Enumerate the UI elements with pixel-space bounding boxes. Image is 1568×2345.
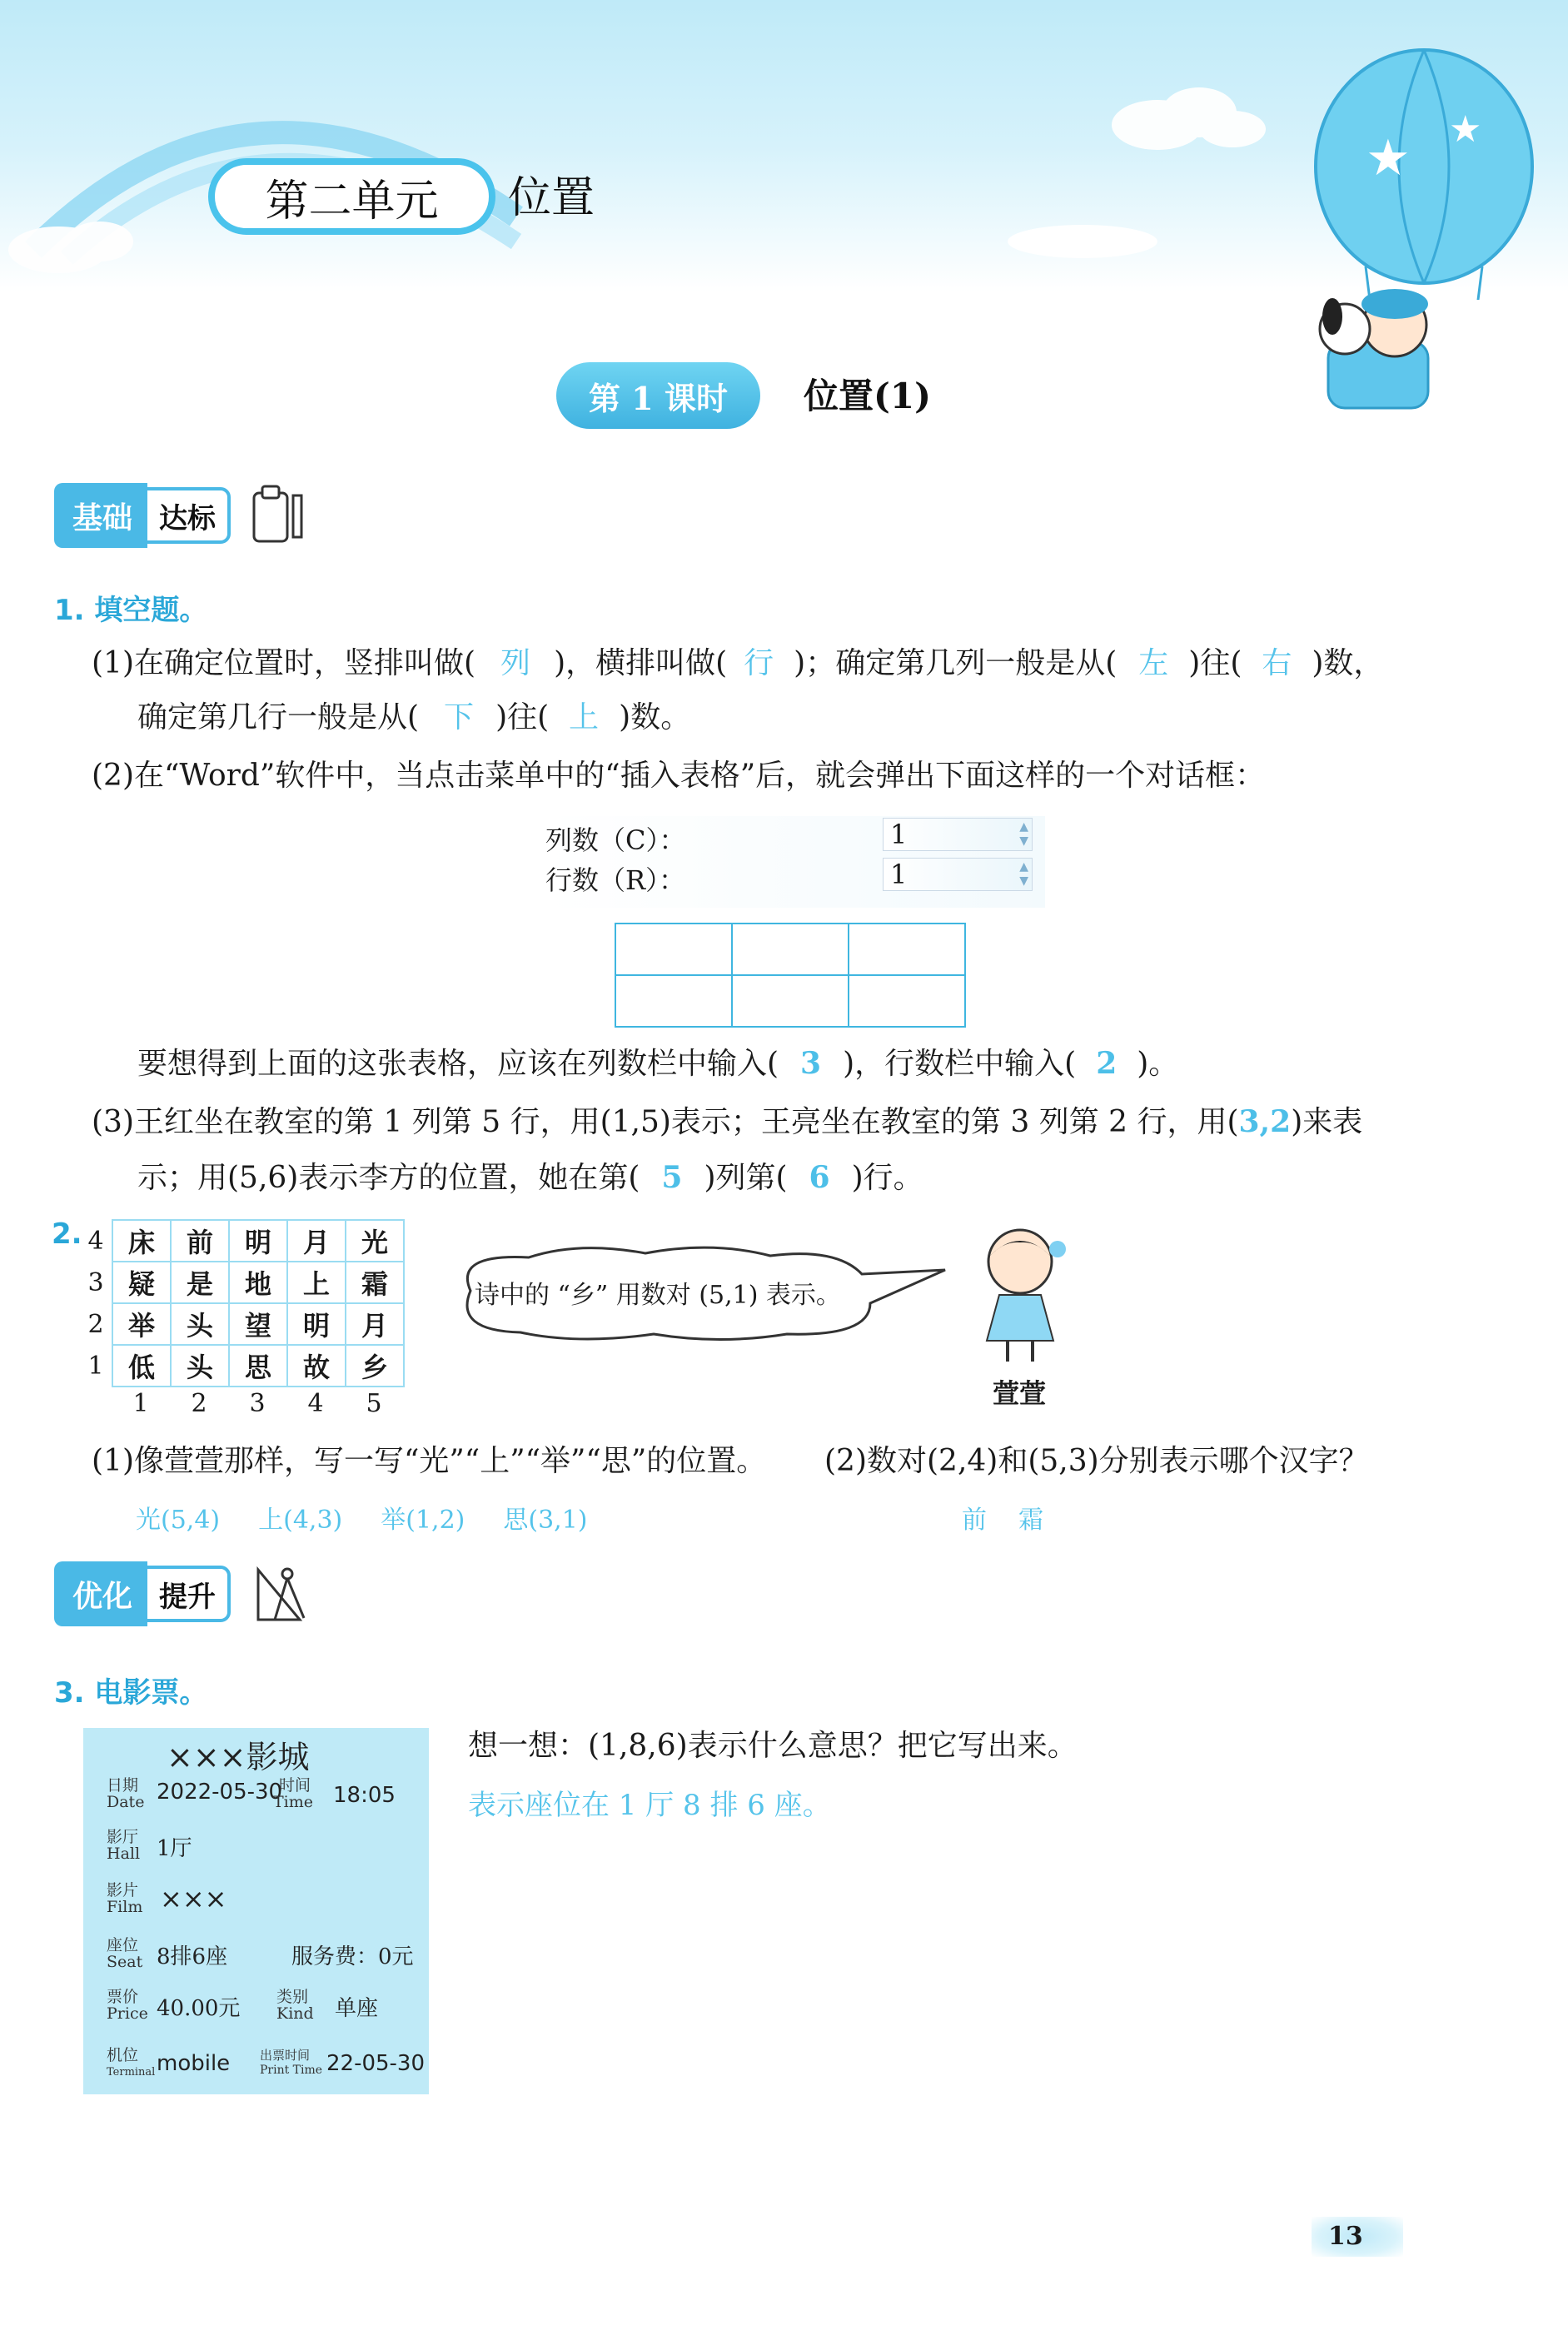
answer-blank: 2 <box>1096 1046 1118 1081</box>
time-label-cn: 时间 <box>279 1776 311 1795</box>
speech-bubble-text: 诗中的 “乡” 用数对 (5,1) 表示。 <box>475 1281 841 1310</box>
rows-label: 行数（R）： <box>545 864 686 896</box>
answer-text: 举(1,2) <box>381 1506 465 1535</box>
terminal-label-cn: 机位 <box>107 2046 139 2064</box>
table-cell <box>849 975 965 1027</box>
answer-text: 光(5,4) <box>136 1506 221 1535</box>
film-label-en: Film <box>107 1898 143 1916</box>
columns-spinner[interactable] <box>883 818 1033 851</box>
seat-value: 8排6座 <box>157 1944 228 1969</box>
clipboard-icon <box>250 483 308 550</box>
kind-label-en: Kind <box>276 2004 314 2023</box>
columns-label: 列数（C）： <box>545 824 686 856</box>
answer-blank: 右 <box>1262 646 1292 680</box>
film-value: ××× <box>160 1883 227 1914</box>
poem-cell: 思 <box>229 1345 287 1387</box>
answer-blank: 下 <box>444 700 475 734</box>
poem-cell: 头 <box>171 1303 229 1345</box>
answer-blank: 行 <box>744 646 774 680</box>
text: )列第( <box>704 1161 788 1195</box>
col-label: 3 <box>249 1389 266 1418</box>
poem-cell: 地 <box>229 1262 287 1303</box>
page-number-badge <box>1312 2217 1403 2257</box>
q2-sub1: (1)像萱萱那样，写一写“光”“上”“举”“思”的位置。 <box>92 1444 767 1478</box>
poem-cell: 望 <box>229 1303 287 1345</box>
answer-blank: 列 <box>500 646 531 680</box>
q1-part1-line1 <box>92 645 1383 682</box>
poem-col-labels <box>112 1389 403 1418</box>
poem-cell: 明 <box>287 1303 346 1345</box>
kind-value: 单座 <box>335 1996 379 2021</box>
boy-and-dog-icon <box>1295 275 1461 425</box>
empty-table-3x2 <box>615 923 966 1028</box>
row-label: 4 <box>87 1227 104 1256</box>
ticket-title: ×××影城 <box>167 1739 310 1775</box>
text: (1)在确定位置时，竖排叫做( <box>92 646 476 680</box>
text: )。 <box>1137 1047 1179 1081</box>
text: )往( <box>495 700 550 734</box>
text: )数。 <box>619 700 691 734</box>
poem-cell: 上 <box>287 1262 346 1303</box>
rows-value: 1 <box>890 859 908 890</box>
col-label: 4 <box>307 1389 324 1418</box>
poem-grid <box>112 1219 405 1387</box>
hall-label-cn: 影厅 <box>107 1828 139 1846</box>
answer-blank: 左 <box>1138 646 1169 680</box>
page-number: 13 <box>1328 2222 1363 2251</box>
badge-part-a: 优化 <box>54 1561 147 1626</box>
lesson-tag: 第 1 课时 <box>556 362 760 429</box>
col-label: 1 <box>132 1389 149 1418</box>
seat-label-cn: 座位 <box>107 1936 139 1954</box>
poem-cell: 明 <box>229 1220 287 1262</box>
text: (3)王红坐在教室的第 1 列第 5 行，用(1,5)表示；王亮坐在教室的第 3 列第 2 行，用( <box>92 1105 1239 1139</box>
kind-label-cn: 类别 <box>276 1988 309 2006</box>
q3-heading: 3. 电影票。 <box>54 1676 208 1710</box>
q1-part1-line2 <box>137 700 690 736</box>
columns-value: 1 <box>890 819 908 850</box>
answer-blank: 3 <box>800 1046 822 1081</box>
poem-cell: 月 <box>287 1220 346 1262</box>
print-time-label-en: Print Time <box>260 2064 323 2077</box>
price-label-cn: 票价 <box>107 1988 139 2006</box>
q1-part2: (2)在“Word”软件中，当点击菜单中的“插入表格”后，就会弹出下面这样的一个对话框： <box>92 759 1266 793</box>
poem-cell: 月 <box>346 1303 404 1345</box>
row-label: 3 <box>87 1268 104 1297</box>
hall-value: 1厅 <box>157 1836 192 1861</box>
poem-cell: 疑 <box>112 1262 171 1303</box>
table-cell <box>732 924 849 975</box>
text: )行。 <box>851 1161 923 1195</box>
col-label: 2 <box>191 1389 207 1418</box>
table-cell <box>615 975 732 1027</box>
spinner-arrows-icon[interactable]: ▲ ▼ <box>1019 820 1028 848</box>
poem-cell: 乡 <box>346 1345 404 1387</box>
insert-table-dialog <box>545 816 1045 908</box>
q2-sub2: (2)数对(2,4)和(5,3)分别表示哪个汉字？ <box>824 1444 1369 1478</box>
date-value: 2022-05-30 <box>157 1780 283 1805</box>
badge-part-b: 提升 <box>144 1566 231 1622</box>
terminal-label-en: Terminal <box>107 2066 156 2079</box>
q1-part3-line1 <box>92 1103 1362 1141</box>
spinner-arrows-icon[interactable]: ▲ ▼ <box>1019 860 1028 888</box>
poem-cell: 故 <box>287 1345 346 1387</box>
text: )往( <box>1188 646 1242 680</box>
q2-number: 2. <box>52 1217 82 1251</box>
svg-text:★: ★ <box>1449 108 1482 151</box>
poem-cell: 光 <box>346 1220 404 1262</box>
lesson-title: 位置(1) <box>804 376 931 416</box>
text: , <box>1259 1104 1271 1139</box>
rows-spinner[interactable] <box>883 858 1033 891</box>
date-label-cn: 日期 <box>107 1776 139 1795</box>
unit-title: 位置 <box>508 173 595 223</box>
section-badge-advanced <box>54 1561 231 1626</box>
poem-cell: 举 <box>112 1303 171 1345</box>
girl-name: 萱萱 <box>993 1377 1047 1409</box>
text: )数， <box>1312 646 1384 680</box>
time-value: 18:05 <box>333 1783 396 1808</box>
film-label-cn: 影片 <box>107 1881 139 1899</box>
poem-cell: 是 <box>171 1262 229 1303</box>
answer-text: 上(4,3) <box>258 1506 343 1535</box>
q3-answer: 表示座位在 1 厅 8 排 6 座。 <box>468 1789 831 1822</box>
answer-text: 思(3,1) <box>503 1506 588 1535</box>
price-label-en: Price <box>107 2004 148 2023</box>
answer-blank: 3 <box>1238 1104 1260 1139</box>
section-badge-basic <box>54 483 231 548</box>
poem-cell: 霜 <box>346 1262 404 1303</box>
time-label-en: Time <box>273 1793 314 1811</box>
row-label: 1 <box>87 1352 104 1381</box>
answer-blank: 5 <box>661 1160 683 1195</box>
print-time-value: 22-05-30 <box>326 2051 426 2076</box>
ruler-compass-icon <box>254 1561 312 1628</box>
hot-air-balloon-icon <box>1316 50 1532 300</box>
poem-cell: 前 <box>171 1220 229 1262</box>
answer-blank: 2 <box>1270 1104 1292 1139</box>
answer-blank: 6 <box>809 1160 830 1195</box>
print-time-label-cn: 出票时间 <box>260 2048 311 2063</box>
movie-ticket <box>83 1728 429 2094</box>
text: )；确定第几列一般是从( <box>794 646 1118 680</box>
badge-part-a: 基础 <box>54 483 147 548</box>
q1-heading: 1. 填空题。 <box>54 594 208 627</box>
text: )，行数栏中输入( <box>843 1047 1077 1081</box>
q1-part3-line2 <box>137 1159 923 1197</box>
poem-cell: 头 <box>171 1345 229 1387</box>
poem-row-labels <box>83 1221 108 1387</box>
table-cell <box>849 924 965 975</box>
q1-part2-answer <box>137 1045 1178 1083</box>
seat-label-en: Seat <box>107 1953 143 1971</box>
q2-answer1 <box>136 1499 588 1536</box>
text: )来表 <box>1291 1105 1363 1139</box>
col-label: 5 <box>366 1389 382 1418</box>
row-label: 2 <box>87 1310 104 1339</box>
text: 要想得到上面的这张表格，应该在列数栏中输入( <box>137 1047 779 1081</box>
terminal-value: mobile <box>157 2051 231 2076</box>
header-decoration <box>0 0 1568 300</box>
text: 确定第几行一般是从( <box>137 700 420 734</box>
price-value: 40.00元 <box>157 1996 241 2021</box>
unit-label: 第二单元 <box>208 158 495 235</box>
q3-question: 想一想：(1,8,6)表示什么意思？把它写出来。 <box>468 1729 1078 1763</box>
hall-label-en: Hall <box>107 1845 141 1863</box>
poem-cell: 床 <box>112 1220 171 1262</box>
poem-cell: 低 <box>112 1345 171 1387</box>
text: 示；用(5,6)表示李方的位置，她在第( <box>137 1161 640 1195</box>
q2-answer2: 前 霜 <box>962 1506 1044 1535</box>
girl-character-icon <box>962 1224 1087 1366</box>
badge-part-b: 达标 <box>144 487 231 544</box>
service-fee: 服务费：0元 <box>291 1944 414 1969</box>
text: )，横排叫做( <box>554 646 728 680</box>
table-cell <box>615 924 732 975</box>
table-cell <box>732 975 849 1027</box>
answer-blank: 上 <box>569 700 600 734</box>
svg-text:★: ★ <box>1366 129 1411 187</box>
date-label-en: Date <box>107 1793 145 1811</box>
